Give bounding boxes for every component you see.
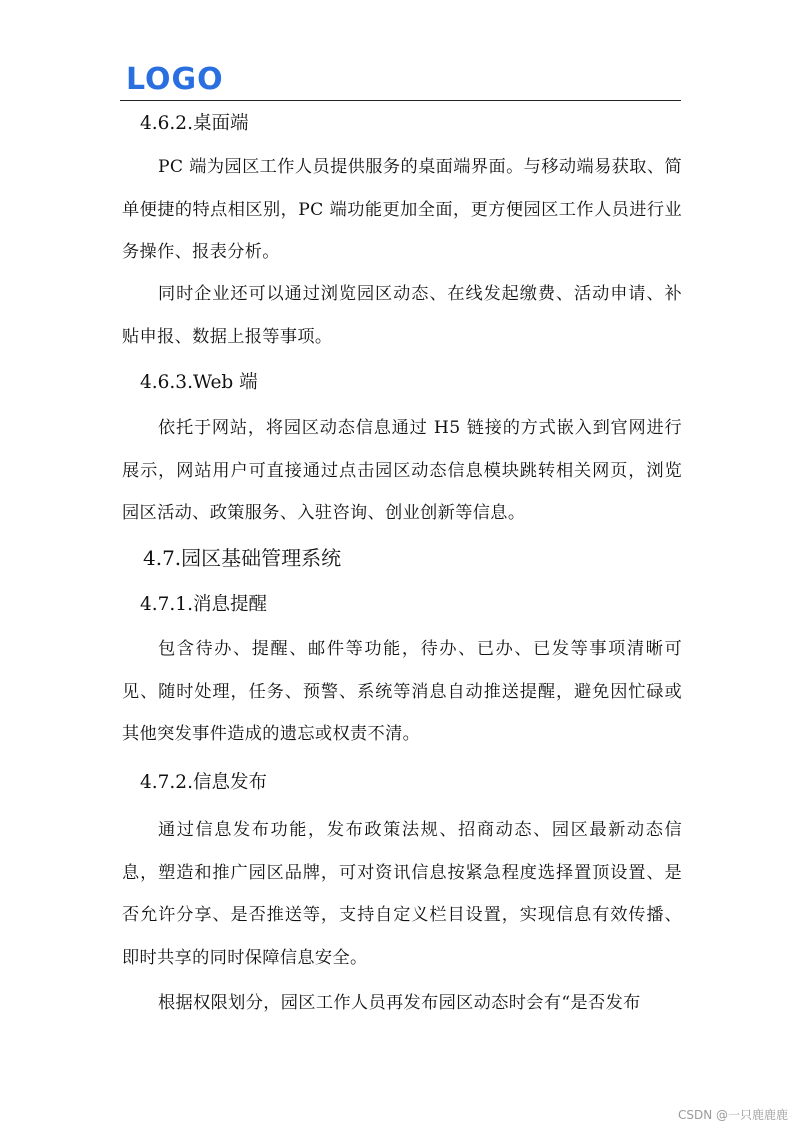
csdn-watermark: CSDN @一只鹿鹿鹿 [677, 1108, 788, 1122]
header-divider [120, 100, 681, 101]
logo: LOGO [126, 62, 224, 97]
section-4-6-2-paragraph-2: 同时企业还可以通过浏览园区动态、在线发起缴费、活动申请、补贴申报、数据上报等事项。 [122, 284, 682, 347]
section-4-7-1-paragraph-1: 包含待办、提醒、邮件等功能，待办、已办、已发等事项清晰可见、随时处理，任务、预警、系统等消息自动推送提醒，避免因忙碌或其他突发事件造成的遗忘或权责不清。 [122, 639, 682, 744]
section-4-7-title: 4.7.园区基础管理系统 [143, 546, 342, 570]
section-4-7-2-paragraph-1: 通过信息发布功能，发布政策法规、招商动态、园区最新动态信息，塑造和推广园区品牌，可对资讯信息按紧急程度选择置顶设置、是否允许分享、是否推送等，支持自定义栏目设置，实现信息有效传播、即时共享的同时保障信息安全。 [122, 820, 682, 968]
section-4-7-2-title: 4.7.2.信息发布 [140, 772, 267, 793]
section-4-6-2-paragraph-1: PC 端为园区工作人员提供服务的桌面端界面。与移动端易获取、简单便捷的特点相区别，PC 端功能更加全面，更方便园区工作人员进行业务操作、报表分析。 [122, 157, 682, 262]
section-4-6-3-paragraph-1: 依托于网站，将园区动态信息通过 H5 链接的方式嵌入到官网进行展示，网站用户可直接通过点击园区动态信息模块跳转相关网页，浏览园区活动、政策服务、入驻咨询、创业创新等信息。 [122, 418, 682, 523]
section-4-6-2-title: 4.6.2.桌面端 [140, 113, 249, 134]
section-4-7-1-title: 4.7.1.消息提醒 [140, 594, 267, 615]
section-4-7-2-paragraph-2: 根据权限划分，园区工作人员再发布园区动态时会有“是否发布 [158, 993, 641, 1013]
section-4-6-3-title: 4.6.3.Web 端 [140, 372, 258, 393]
